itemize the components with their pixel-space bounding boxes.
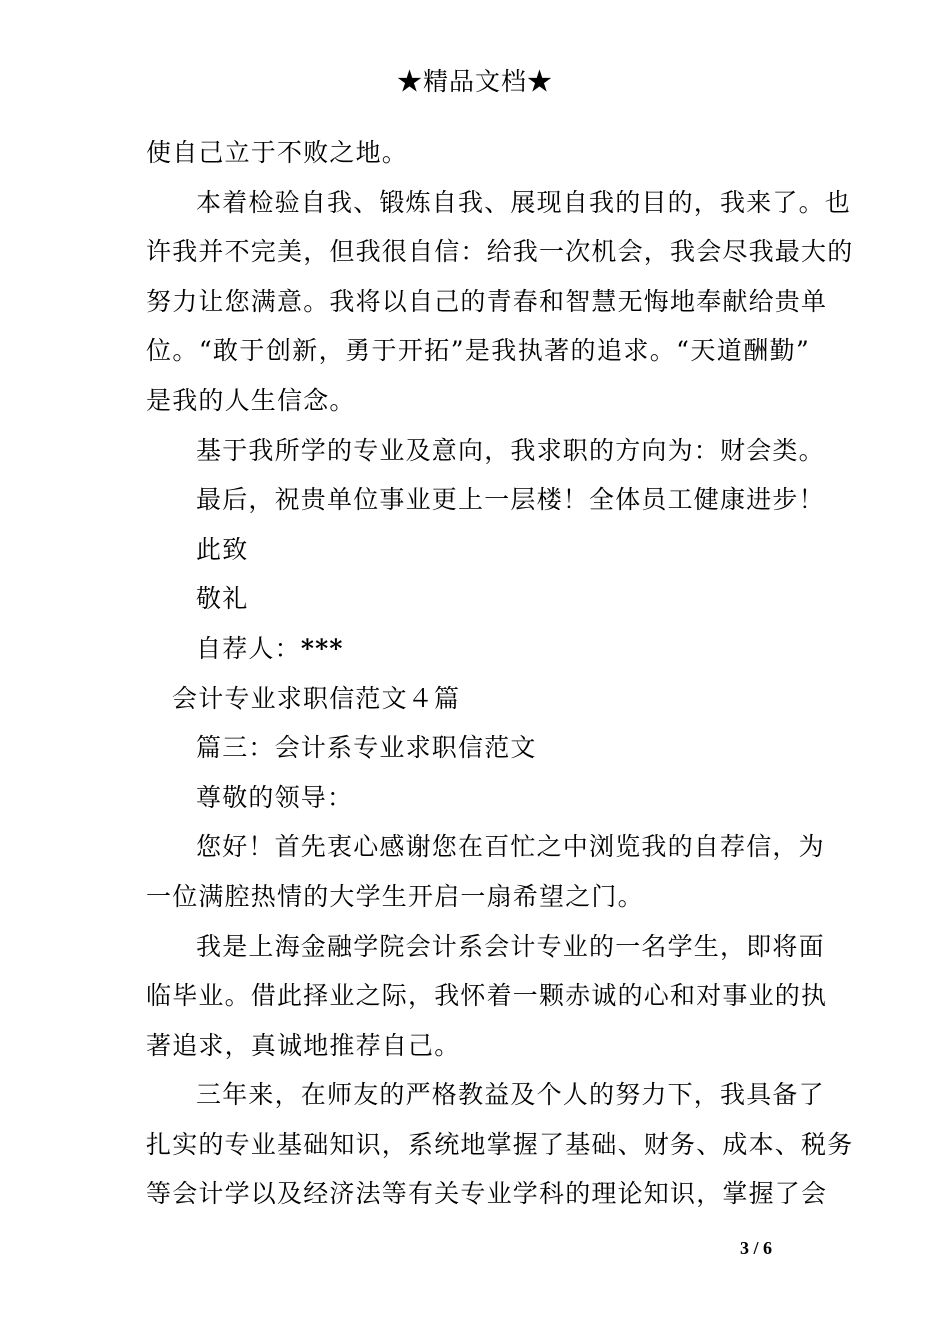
text-line: 位。“敢于创新，勇于开拓”是我执著的追求。“天道酬勤” xyxy=(146,336,810,366)
text-line: 我是上海金融学院会计系会计专业的一名学生，即将面 xyxy=(196,931,825,961)
text-line: 努力让您满意。我将以自己的青春和智慧无悔地奉献给贵单 xyxy=(146,286,828,316)
text-line: 使自己立于不败之地。 xyxy=(146,138,409,167)
signature-line xyxy=(146,624,810,674)
text-line: 基于我所学的专业及意向，我求职的方向为：财会类。 xyxy=(196,435,825,465)
greeting: 尊敬的领导： xyxy=(196,782,354,812)
page-number: 3 / 6 xyxy=(740,1238,773,1258)
text-line: 本着检验自我、锻炼自我、展现自我的目的，我来了。也 xyxy=(196,187,852,217)
text-line: 临毕业。借此择业之际，我怀着一颗赤诚的心和对事业的执 xyxy=(146,981,828,1011)
text-line: 等会计学以及经济法等有关专业学科的理论知识，掌握了会 xyxy=(146,1179,828,1209)
closing-regards: 敬礼 xyxy=(196,584,249,614)
closing-salutation: 此致 xyxy=(196,534,249,564)
document-body xyxy=(146,128,854,1219)
signature-mask: *** xyxy=(300,633,344,663)
section-subtitle: 篇三：会计系专业求职信范文 xyxy=(196,733,537,763)
text-line: 许我并不完美，但我很自信：给我一次机会，我会尽我最大的 xyxy=(146,237,854,267)
text-line: 您好！首先衷心感谢您在百忙之中浏览我的自荐信，为 xyxy=(196,832,825,862)
page-header: ★精品文档★ xyxy=(396,67,553,96)
text-line: 著追求，真诚地推荐自己。 xyxy=(146,1030,461,1060)
section-title: 会计专业求职信范文４篇 xyxy=(172,683,461,713)
text-line: 三年来，在师友的严格教益及个人的努力下，我具备了 xyxy=(196,1080,825,1110)
signature-label: 自荐人： xyxy=(196,633,301,663)
text-line: 最后，祝贵单位事业更上一层楼！全体员工健康进步！ xyxy=(196,485,825,515)
text-line: 是我的人生信念。 xyxy=(146,385,356,415)
text-line: 一位满腔热情的大学生开启一扇希望之门。 xyxy=(146,881,644,911)
text-line: 扎实的专业基础知识，系统地掌握了基础、财务、成本、税务 xyxy=(146,1129,854,1159)
